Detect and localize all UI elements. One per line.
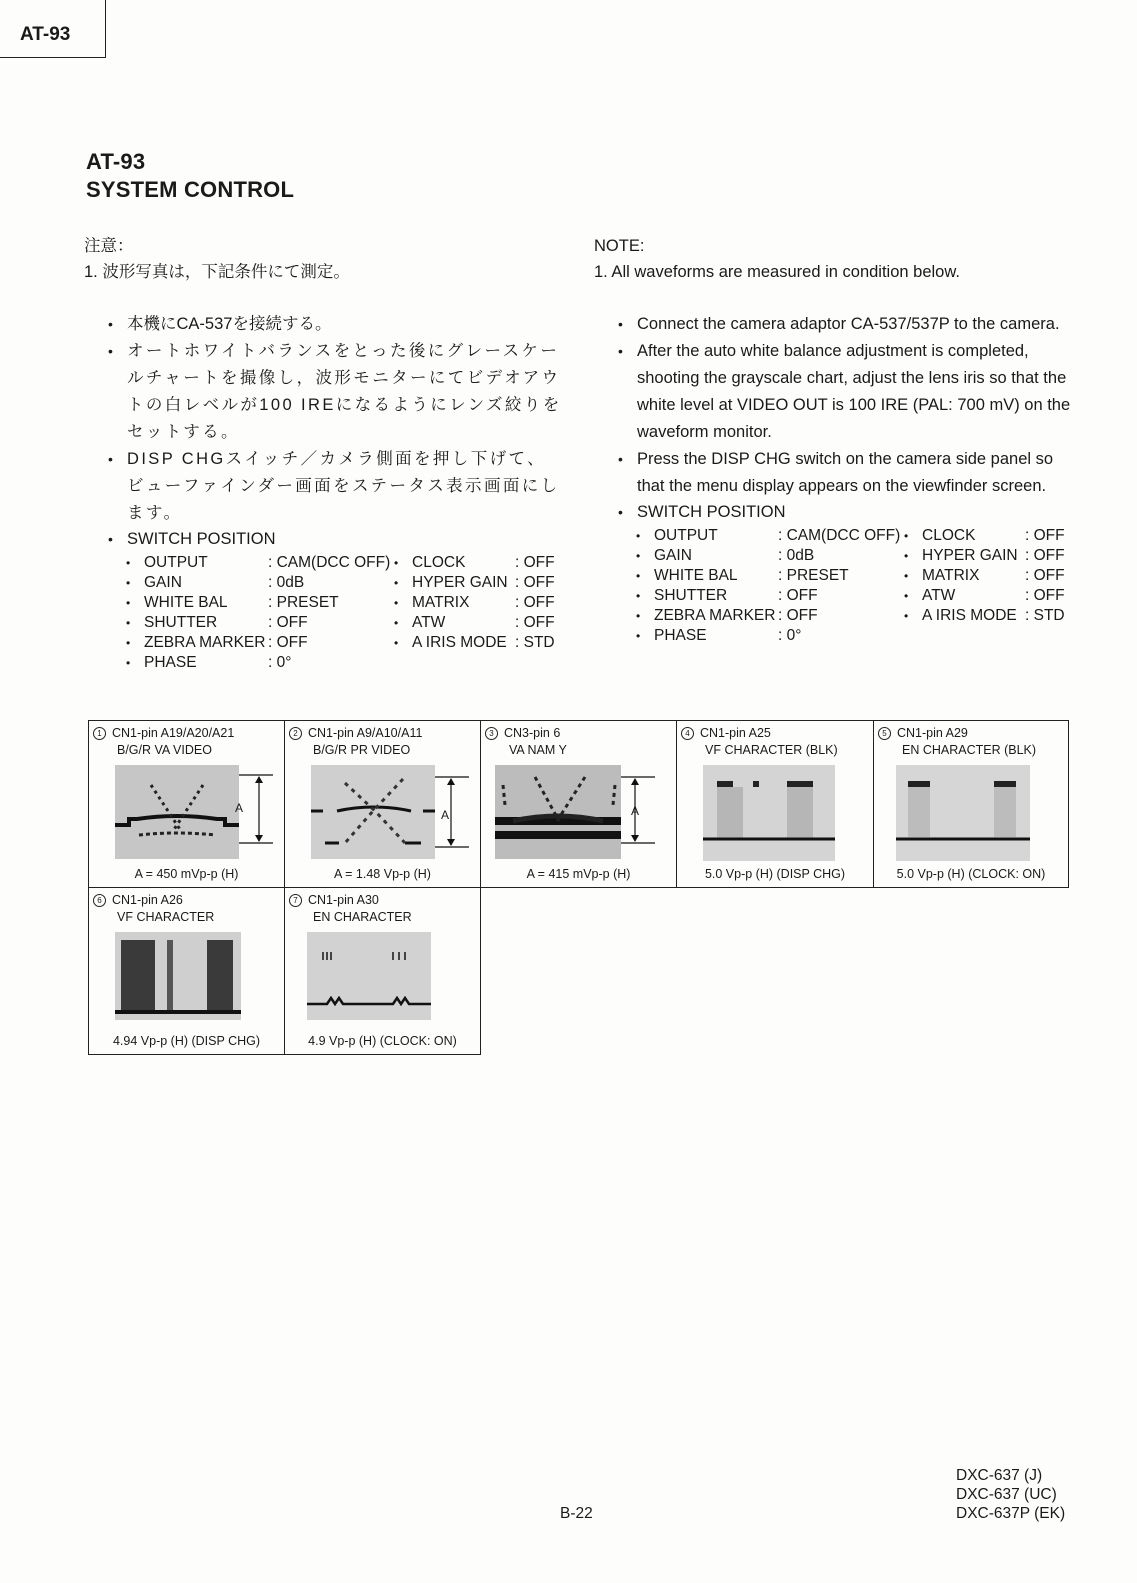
switch-name: A IRIS MODE [922,607,1017,624]
switch-name: MATRIX [922,567,980,584]
waveform-photo [703,765,835,861]
en-switch-position-heading: • SWITCH POSITION [594,500,1074,524]
jp-switch-table [126,553,564,673]
waveform-signal: EN CHARACTER (BLK) [902,743,1037,757]
switch-name: OUTPUT [144,554,208,571]
jp-item-1: 1. 波形写真は，下記条件にて測定。 [84,263,350,281]
switch-value: : OFF [515,574,555,591]
amplitude-marker [239,765,279,859]
bullet-dot: • [904,609,909,623]
waveform-signal: B/G/R VA VIDEO [117,743,212,757]
switch-value: : OFF [1025,567,1065,584]
switch-name: WHITE BAL [144,594,228,611]
waveform-cell [481,721,677,887]
switch-value: : STD [515,634,555,651]
number-badge: 5 [878,727,891,740]
switch-name: ATW [922,587,956,604]
switch-name: PHASE [144,654,197,671]
switch-value: : 0dB [268,574,305,591]
en-bullet: • Press the DISP CHG switch on the camera side panel so that the menu display appears on the viewfinder screen. [594,446,1074,500]
bullet-dot: • [636,569,641,583]
waveform-photo [896,765,1030,861]
switch-value: : STD [1025,607,1065,624]
number-badge: 6 [93,894,106,907]
japanese-notes [84,233,564,673]
waveform-caption: 5.0 Vp-p (H) (CLOCK: ON) [896,867,1046,881]
model-name: DXC-637 (UC) [956,1486,1057,1503]
jp-bullet: • 本機にCA-537を接続する。 [84,311,564,338]
waveform-caption: A = 450 mVp-p (H) [134,867,239,881]
waveform-cell [285,721,481,887]
switch-value: : OFF [268,614,308,631]
switch-row [126,613,564,633]
waveform-pin: CN1-pin A19/A20/A21 [112,726,235,740]
title-line-1: AT-93 [86,149,146,174]
waveform-grid-row-1 [88,720,1069,888]
waveform-signal: VF CHARACTER [117,910,215,924]
switch-value: : 0dB [778,547,815,564]
page-title [86,148,294,204]
switch-value: : OFF [1025,587,1065,604]
number-badge: 7 [289,894,302,907]
waveform-grid-row-2 [88,887,481,1055]
en-item-1: 1. All waveforms are measured in condition below. [594,263,960,281]
switch-name: PHASE [654,627,707,644]
model-name: DXC-637 (J) [956,1467,1043,1484]
bullet-dot: • [126,576,131,590]
jp-bullet: • オートホワイトバランスをとった後にグレースケールチャートを撮像し，波形モニターにてビデオアウトの白レベルが100 IREになるようにレンズ絞りをセットする。 [84,338,564,446]
switch-value: : OFF [268,634,308,651]
waveform-signal: VF CHARACTER (BLK) [705,743,838,757]
jp-switch-position-heading: • SWITCH POSITION [84,527,564,551]
jp-bullet: • DISP CHGスイッチ／カメラ側面を押し下げて、ビューファインダー画面をステータス表示画面にします。 [84,446,564,527]
switch-row [126,653,564,673]
switch-value: : 0° [778,627,802,644]
switch-value: : CAM(DCC OFF) [268,554,391,571]
switch-name: HYPER GAIN [922,547,1018,564]
switch-value: : OFF [778,607,818,624]
bullet-dot: • [394,576,399,590]
bullet-dot: • [126,656,131,670]
switch-row [636,526,1074,546]
switch-name: ZEBRA MARKER [144,634,266,651]
waveform-caption: A = 415 mVp-p (H) [526,867,631,881]
switch-row [636,566,1074,586]
bullet-dot: • [636,549,641,563]
bullet-dot: • [636,529,641,543]
waveform-signal: VA NAM Y [509,743,567,757]
switch-name: CLOCK [922,527,976,544]
en-switch-table [636,526,1074,646]
waveform-photo [495,765,621,859]
switch-name: SHUTTER [654,587,728,604]
waveform-caption: 4.9 Vp-p (H) (CLOCK: ON) [308,1034,457,1048]
waveform-cell [89,888,285,1054]
bullet-dot: • [904,569,909,583]
switch-name: CLOCK [412,554,466,571]
amplitude-marker [621,765,661,859]
waveform-pin: CN1-pin A25 [700,726,771,740]
bullet-dot: • [126,636,131,650]
waveform-pin: CN1-pin A26 [112,893,183,907]
waveform-pin: CN3-pin 6 [504,726,561,740]
bullet-dot: • [636,629,641,643]
switch-name: ZEBRA MARKER [654,607,776,624]
bullet-dot: • [126,596,131,610]
bullet-dot: • [394,556,399,570]
bullet-dot: • [904,529,909,543]
bullet-dot: • [904,589,909,603]
waveform-photo [311,765,435,859]
switch-value: : OFF [515,614,555,631]
waveform-cell [89,721,285,887]
page-number: B-22 [560,1505,593,1522]
switch-name: WHITE BAL [654,567,738,584]
switch-name: A IRIS MODE [412,634,507,651]
section-tab-label: AT-93 [20,24,71,45]
switch-row [636,626,1074,646]
switch-name: GAIN [654,547,692,564]
number-badge: 4 [681,727,694,740]
bullet-dot: • [394,636,399,650]
jp-heading: 注意： [84,237,134,255]
waveform-signal: EN CHARACTER [313,910,412,924]
bullet-dot: • [126,616,131,630]
number-badge: 3 [485,727,498,740]
en-heading: NOTE: [594,237,645,255]
waveform-pin: CN1-pin A30 [308,893,379,907]
en-bullet: • After the auto white balance adjustment is completed, shooting the grayscale chart, adjust the lens iris so that the white level at VIDEO OUT is 100 IRE (PAL: 700 mV) on the waveform monitor. [594,338,1074,446]
waveform-cell [677,721,874,887]
bullet-dot: • [636,589,641,603]
bullet-dot: • [126,556,131,570]
bullet-dot: • [636,609,641,623]
switch-value: : PRESET [268,594,339,611]
switch-row [126,553,564,573]
waveform-cell [874,721,1068,887]
switch-value: : CAM(DCC OFF) [778,527,901,544]
english-notes [594,233,1074,646]
switch-row [636,586,1074,606]
switch-value: : OFF [515,594,555,611]
waveform-pin: CN1-pin A29 [897,726,968,740]
switch-name: HYPER GAIN [412,574,508,591]
waveform-pin: CN1-pin A9/A10/A11 [308,726,423,740]
amplitude-label: A [631,804,640,818]
switch-row [636,546,1074,566]
switch-name: SHUTTER [144,614,218,631]
number-badge: 2 [289,727,302,740]
waveform-photo [307,932,431,1020]
waveform-caption: A = 1.48 Vp-p (H) [334,867,431,881]
switch-name: GAIN [144,574,182,591]
bullet-dot: • [394,616,399,630]
switch-value: : PRESET [778,567,849,584]
section-tab [0,0,106,58]
waveform-signal: B/G/R PR VIDEO [313,743,411,757]
amplitude-label: A [441,808,450,822]
amplitude-label: A [235,801,244,815]
switch-value: : OFF [515,554,555,571]
bullet-dot: • [394,596,399,610]
switch-row [126,573,564,593]
model-name: DXC-637P (EK) [956,1505,1066,1522]
model-list [956,1466,1065,1523]
waveform-photo [115,932,241,1020]
switch-value: : OFF [1025,527,1065,544]
switch-value: : 0° [268,654,292,671]
switch-row [126,593,564,613]
waveform-caption: 5.0 Vp-p (H) (DISP CHG) [704,867,846,881]
switch-row [126,633,564,653]
waveform-photo [115,765,239,859]
waveform-cell [285,888,480,1054]
switch-value: : OFF [778,587,818,604]
switch-row [636,606,1074,626]
switch-value: : OFF [1025,547,1065,564]
title-line-2: SYSTEM CONTROL [86,177,295,202]
switch-name: OUTPUT [654,527,718,544]
number-badge: 1 [93,727,106,740]
switch-name: ATW [412,614,446,631]
bullet-dot: • [904,549,909,563]
switch-name: MATRIX [412,594,470,611]
en-bullet: • Connect the camera adaptor CA-537/537P to the camera. [594,311,1074,338]
waveform-caption: 4.94 Vp-p (H) (DISP CHG) [112,1034,261,1048]
